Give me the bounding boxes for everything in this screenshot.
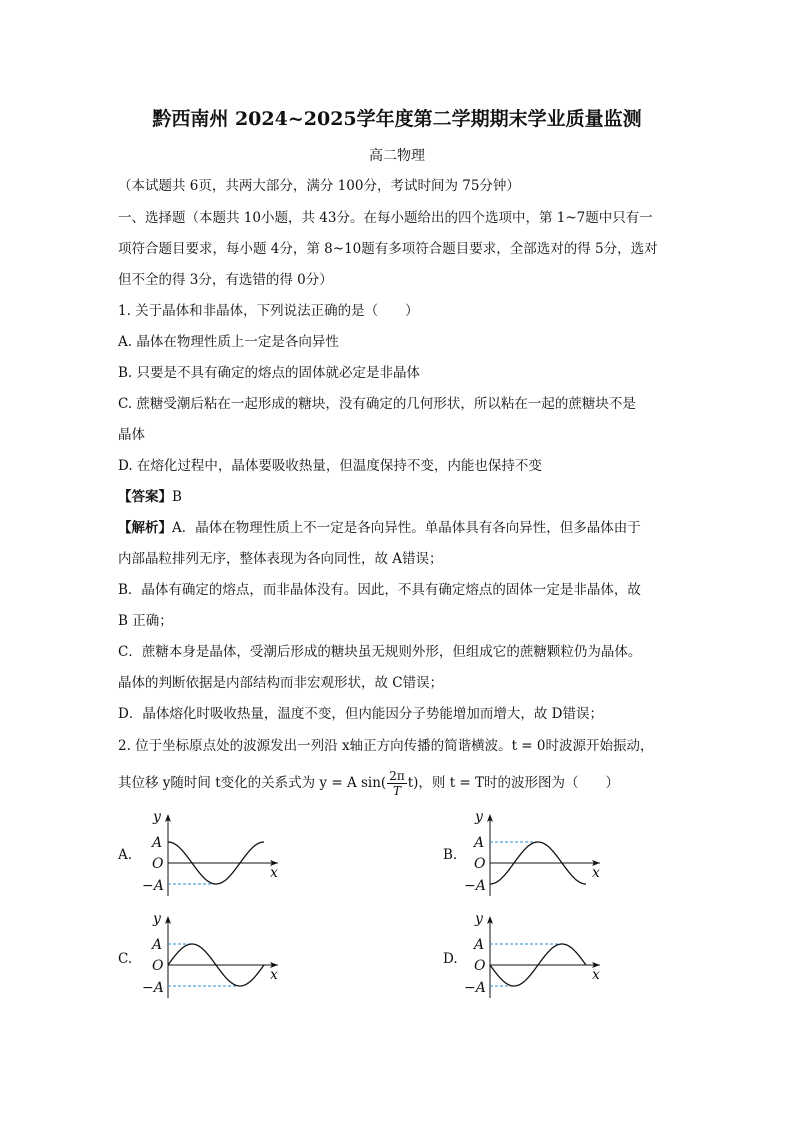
origin-label: O: [474, 856, 486, 872]
amplitude-label: A: [474, 835, 485, 851]
q2-stem-line2: [118, 766, 619, 800]
y-axis-label: y: [475, 911, 483, 927]
q2-option-a-graph[interactable]: [138, 808, 288, 898]
q1-option-b: B. 只要是不具有确定的熔点的固体就必定是非晶体: [118, 365, 421, 381]
origin-label: O: [152, 958, 164, 974]
exam-title: 黔西南州 2024~2025学年度第二学期期末学业质量监测: [152, 108, 642, 130]
section-intro-line: 项符合题目要求，每小题 4分，第 8~10题有多项符合题目要求，全部选对的得 5分，选对: [118, 241, 658, 257]
negative-amplitude-label: −A: [142, 980, 164, 996]
q1-analysis-line: C．蔗糖本身是晶体，受潮后形成的糖块虽无规则外形，但组成它的蔗糖颗粒仍为晶体。: [118, 644, 642, 660]
q2-formula-prefix: 其位移 y随时间 t变化的关系式为 y = A sin(: [118, 775, 387, 791]
origin-label: O: [474, 958, 486, 974]
q1-analysis-line: B 正确；: [118, 613, 173, 629]
q1-analysis-line: B．晶体有确定的熔点，而非晶体没有。因此，不具有确定熔点的固体一定是非晶体，故: [118, 582, 641, 598]
x-axis-label: x: [270, 865, 278, 881]
origin-label: O: [152, 856, 164, 872]
q1-stem: 1. 关于晶体和非晶体，下列说法正确的是（ ）: [118, 303, 419, 319]
amplitude-label: A: [152, 937, 163, 953]
analysis-label: 【解析】: [118, 520, 172, 536]
q1-analysis-line: [118, 518, 641, 538]
q1-option-a: A. 晶体在物理性质上一定是各向异性: [118, 334, 339, 350]
q2-option-a-label[interactable]: A.: [118, 847, 133, 863]
negative-amplitude-label: −A: [464, 980, 486, 996]
q2-option-c-graph[interactable]: [138, 910, 288, 1002]
q1-option-c-cont: 晶体: [118, 427, 145, 443]
fraction-numerator: 2π: [389, 769, 405, 783]
q2-option-b-graph[interactable]: [460, 808, 610, 898]
q1-option-d: D. 在熔化过程中，晶体要吸收热量，但温度保持不变，内能也保持不变: [118, 458, 542, 474]
q2-option-d-graph[interactable]: [460, 910, 610, 1002]
section-intro-line: 一、选择题（本题共 10小题，共 43分。在每小题给出的四个选项中，第 1~7题中只有一: [118, 210, 653, 226]
y-axis-label: y: [475, 809, 483, 825]
negative-amplitude-label: −A: [142, 878, 164, 894]
section-intro-line: 但不全的得 3分，有选错的得 0分）: [118, 272, 333, 288]
formula-fraction: [387, 769, 407, 798]
amplitude-label: A: [474, 937, 485, 953]
y-axis-label: y: [153, 911, 161, 927]
amplitude-label: A: [152, 835, 163, 851]
q2-option-d-label[interactable]: D.: [443, 951, 458, 967]
answer-value: B: [172, 489, 182, 505]
x-axis-label: x: [592, 967, 600, 983]
q1-answer: [118, 487, 182, 507]
q2-formula-suffix: t)，则 t = T时的波形图为（ ）: [407, 775, 620, 791]
exam-note: （本试题共 6页，共两大部分，满分 100分，考试时间为 75分钟）: [118, 178, 520, 194]
fraction-denominator: T: [392, 784, 401, 798]
q1-analysis-line: D．晶体熔化时吸收热量，温度不变，但内能因分子势能增加而增大，故 D错误；: [118, 706, 603, 722]
y-axis-label: y: [153, 809, 161, 825]
q2-stem-line1: 2. 位于坐标原点处的波源发出一列沿 x轴正方向传播的简谐横波。t = 0时波源开始振动，: [118, 738, 654, 754]
x-axis-label: x: [592, 865, 600, 881]
q1-analysis-line: 晶体的判断依据是内部结构而非宏观形状，故 C错误；: [118, 675, 444, 691]
answer-label: 【答案】: [118, 489, 172, 505]
q2-option-c-label[interactable]: C.: [118, 951, 133, 967]
q1-analysis-line: 内部晶粒排列无序，整体表现为各向同性，故 A错误；: [118, 551, 443, 567]
subject-title: 高二物理: [369, 148, 425, 164]
negative-amplitude-label: −A: [464, 878, 486, 894]
x-axis-label: x: [270, 967, 278, 983]
q1-option-c: C. 蔗糖受潮后粘在一起形成的糖块，没有确定的几何形状，所以粘在一起的蔗糖块不是: [118, 396, 636, 412]
q2-option-b-label[interactable]: B.: [443, 847, 458, 863]
analysis-text: A．晶体在物理性质上不一定是各向异性。单晶体具有各向异性，但多晶体由于: [172, 520, 641, 536]
